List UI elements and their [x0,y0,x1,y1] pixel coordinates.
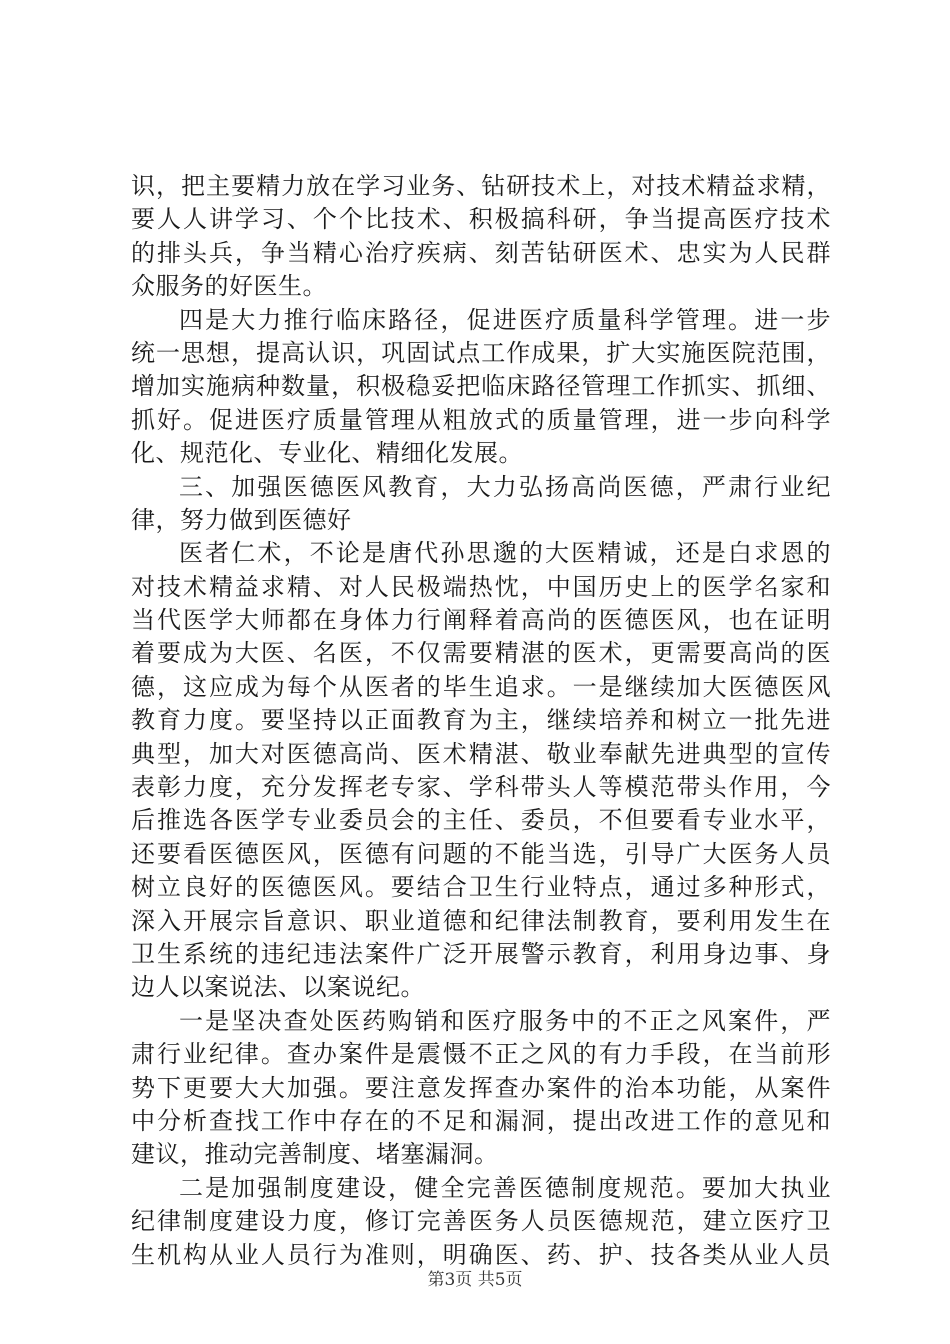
text-line: 医者仁术，不论是唐代孙思邈的大医精诚，还是白求恩的 [179,539,831,568]
text-line: 后推选各医学专业委员会的主任、委员，不但要看专业水平， [131,806,831,835]
text-line: 深入开展宗旨意识、职业道德和纪律法制教育，要利用发生在 [131,906,831,935]
text-line: 的排头兵，争当精心治疗疾病、刻苦钻研医术、忠实为人民群 [131,238,831,267]
text-line: 三、加强医德医风教育，大力弘扬高尚医德，严肃行业纪 [179,472,831,501]
document-body [131,170,831,1272]
text-line: 四是大力推行临床路径，促进医疗质量科学管理。进一步 [179,305,831,334]
text-line: 势下更要大大加强。要注意发挥查办案件的治本功能，从案件 [131,1073,831,1102]
text-line: 德，这应成为每个从医者的毕生追求。一是继续加大医德医风 [131,672,831,701]
text-line: 着要成为大医、名医，不仅需要精湛的医术，更需要高尚的医 [131,639,831,668]
text-line: 还要看医德医风，医德有问题的不能当选，引导广大医务人员 [131,839,831,868]
text-line: 当代医学大师都在身体力行阐释着高尚的医德医风，也在证明 [131,606,831,635]
text-line: 纪律制度建设力度，修订完善医务人员医德规范，建立医疗卫 [131,1207,831,1236]
text-line: 建议，推动完善制度、堵塞漏洞。 [131,1140,499,1169]
text-line: 典型，加大对医德高尚、医术精湛、敬业奉献先进典型的宣传 [131,739,831,768]
text-line: 生机构从业人员行为准则，明确医、药、护、技各类从业人员 [131,1240,831,1269]
text-line: 增加实施病种数量，积极稳妥把临床路径管理工作抓实、抓细、 [131,372,831,401]
text-line: 对技术精益求精、对人民极端热忱，中国历史上的医学名家和 [131,572,831,601]
text-line: 律，努力做到医德好 [131,505,352,534]
text-line: 一是坚决查处医药购销和医疗服务中的不正之风案件，严 [179,1006,831,1035]
text-line: 中分析查找工作中存在的不足和漏洞，提出改进工作的意见和 [131,1106,831,1135]
text-line: 肃行业纪律。查办案件是震慑不正之风的有力手段，在当前形 [131,1040,831,1069]
text-line: 树立良好的医德医风。要结合卫生行业特点，通过多种形式， [131,873,831,902]
text-line: 表彰力度，充分发挥老专家、学科带头人等模范带头作用，今 [131,773,831,802]
text-line: 教育力度。要坚持以正面教育为主，继续培养和树立一批先进 [131,706,831,735]
text-line: 边人以案说法、以案说纪。 [131,973,425,1002]
text-line: 化、规范化、专业化、精细化发展。 [131,439,523,468]
text-line: 抓好。促进医疗质量管理从粗放式的质量管理，进一步向科学 [131,405,831,434]
text-line: 卫生系统的违纪违法案件广泛开展警示教育，利用身边事、身 [131,939,831,968]
text-line: 二是加强制度建设，健全完善医德制度规范。要加大执业 [179,1173,831,1202]
page-footer: 第3页 共5页 [427,1270,523,1290]
text-line: 统一思想，提高认识，巩固试点工作成果，扩大实施医院范围， [131,338,831,367]
text-line: 要人人讲学习、个个比技术、积极搞科研，争当提高医疗技术 [131,205,831,234]
text-line: 识，把主要精力放在学习业务、钻研技术上，对技术精益求精， [131,172,831,200]
text-line: 众服务的好医生。 [131,272,327,301]
